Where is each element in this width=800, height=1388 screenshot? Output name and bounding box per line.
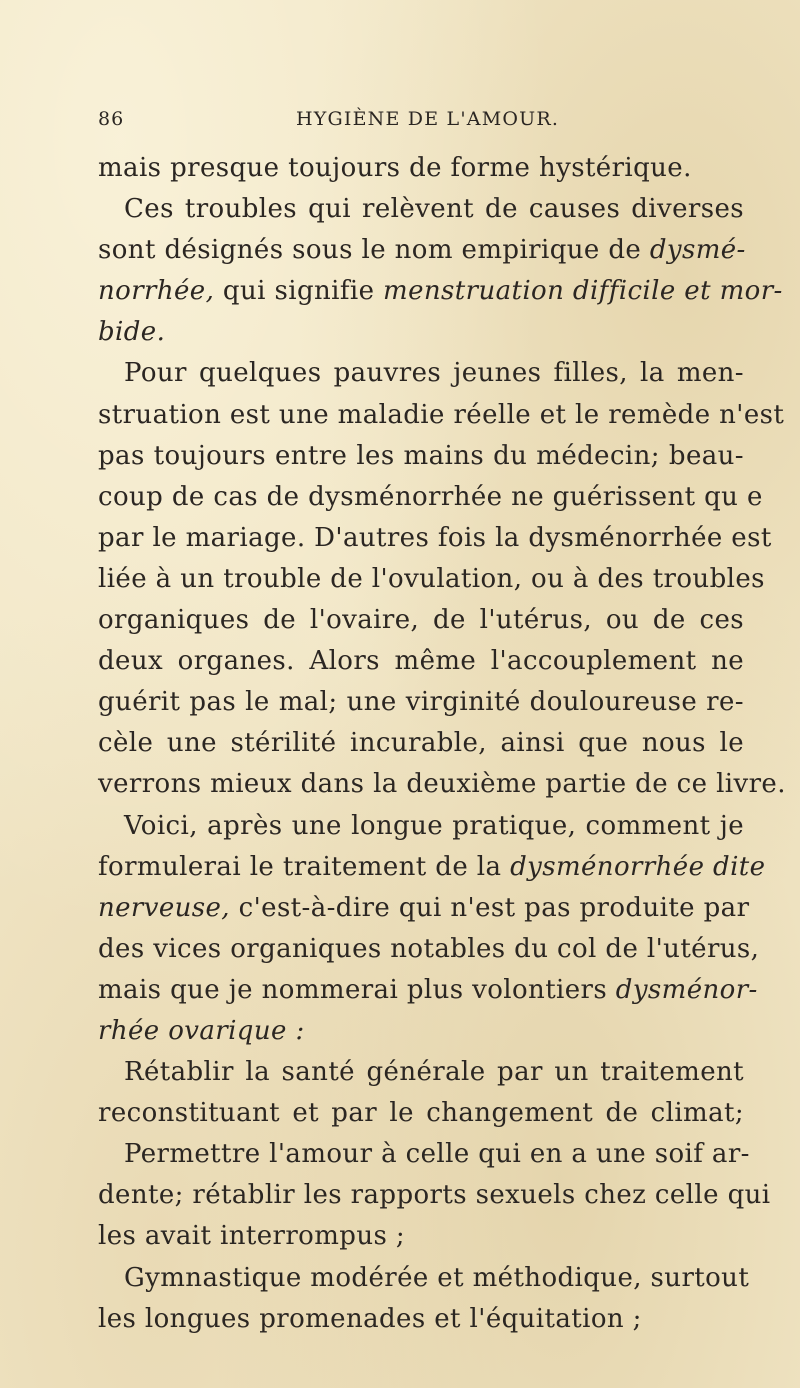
text-run: c'est-à-dire qui n'est pas produite par — [229, 892, 750, 923]
text-run: sont désignés sous le nom empirique de — [98, 235, 650, 266]
text-line — [98, 847, 766, 888]
text-line — [98, 600, 744, 641]
text-run: qui signifie — [214, 276, 384, 307]
text-run: Ces troubles qui relèvent de causes diverses — [124, 194, 744, 225]
text-run: mais presque toujours de forme hystérique. — [98, 153, 692, 183]
italic-text: dysménorrhée dite — [510, 851, 766, 882]
text-run: cèle une stérilité incurable, ainsi que nous le — [98, 728, 744, 759]
text-run: Pour quelques pauvres jeunes filles, la men- — [124, 358, 744, 389]
running-head — [98, 108, 738, 142]
text-line — [98, 1258, 750, 1299]
text-line — [98, 436, 744, 477]
text-run: pas toujours entre les mains du médecin; beau- — [98, 440, 744, 471]
text-run: liée à un trouble de l'ovulation, ou à des troubles — [98, 563, 765, 594]
text-run: les avait interrompus ; — [98, 1221, 406, 1252]
text-run: organiques de l'ovaire, de l'utérus, ou de ces — [98, 605, 744, 636]
italic-text: dysmé- — [649, 235, 746, 266]
text-line — [98, 559, 765, 600]
text-run: Rétablir la santé générale par un traitement — [124, 1057, 744, 1088]
text-run: formulerai le traitement de la — [98, 851, 511, 882]
text-line — [98, 1216, 744, 1257]
text-line — [98, 764, 786, 805]
italic-text: norrhée, — [98, 276, 215, 307]
text-line — [98, 806, 744, 847]
text-run: Voici, après une longue pratique, comment je — [124, 810, 744, 841]
text-line — [98, 353, 744, 394]
text-run: reconstituant et par le changement de climat; — [98, 1098, 744, 1129]
italic-text: bide. — [98, 317, 166, 348]
text-line — [98, 148, 744, 189]
text-run: verrons mieux dans la deuxième partie de ce livre. — [98, 769, 786, 800]
text-line — [98, 723, 744, 764]
text-run: dente; rétablir les rapports sexuels chez celle qui — [98, 1180, 771, 1211]
text-line — [98, 1134, 750, 1175]
text-line — [98, 312, 744, 353]
text-line — [98, 1011, 744, 1052]
text-run: Permettre l'amour à celle qui en a une soif ar- — [124, 1139, 750, 1170]
italic-text: rhée ovarique : — [98, 1015, 305, 1046]
text-line — [98, 230, 744, 271]
body-text — [98, 148, 786, 1340]
page-number: 86 — [98, 108, 125, 130]
text-run: Gymnastique modérée et méthodique, surtout — [124, 1262, 750, 1293]
italic-text: dysménor- — [615, 974, 758, 1005]
text-line — [98, 518, 772, 559]
italic-text: menstruation difficile et mor- — [383, 276, 783, 307]
text-line — [98, 641, 744, 682]
text-line — [98, 1093, 744, 1134]
text-line — [98, 477, 763, 518]
italic-text: nerveuse, — [98, 892, 230, 923]
text-line — [98, 395, 785, 436]
text-run: par le mariage. D'autres fois la dysménorrhée est — [98, 522, 772, 553]
text-run: deux organes. Alors même l'accouplement ne — [98, 646, 744, 677]
text-run: mais que je nommerai plus volontiers — [98, 974, 616, 1005]
text-line — [98, 271, 783, 312]
text-run: guérit pas le mal; une virginité douloureuse re- — [98, 687, 744, 718]
text-line — [98, 189, 744, 230]
text-line — [98, 1052, 744, 1093]
text-line — [98, 1175, 771, 1216]
text-run: struation est une maladie réelle et le remède n'est — [98, 399, 785, 430]
running-title: HYGIÈNE DE L'AMOUR. — [296, 108, 560, 130]
text-line — [98, 929, 760, 970]
text-line — [98, 1299, 744, 1340]
text-line — [98, 970, 758, 1011]
text-line — [98, 682, 744, 723]
text-line — [98, 888, 750, 929]
text-run: coup de cas de dysménorrhée ne guérissent qu e — [98, 481, 763, 512]
text-run: des vices organiques notables du col de l'utérus, — [98, 933, 760, 964]
text-run: les longues promenades et l'équitation ; — [98, 1303, 642, 1334]
